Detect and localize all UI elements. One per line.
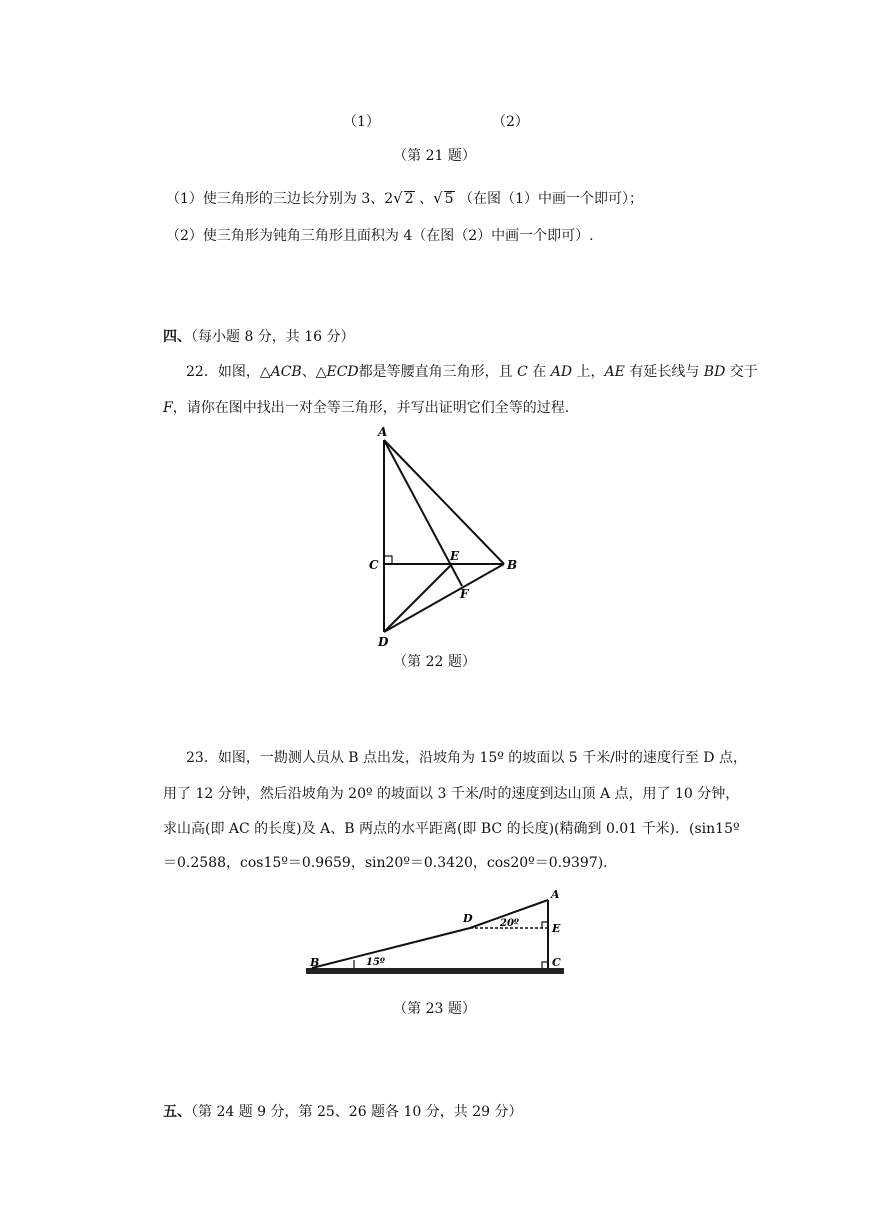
q22-line-1	[186, 362, 758, 382]
q21-radicand-a: 2	[404, 191, 414, 207]
q22-text: ，请你在图中找出一对全等三角形，并写出证明它们全等的过程.	[172, 400, 570, 416]
label-a: A	[551, 888, 560, 901]
q23-line-2: 用了 12 分钟，然后沿坡角为 20º 的坡面以 3 千米/时的速度到达山顶 A 点，用了 10 分钟，	[163, 786, 740, 802]
fig23-caption: （第 23 题）	[393, 1001, 476, 1017]
q22-text: 、△	[301, 364, 327, 380]
q22-text: 上，	[576, 364, 605, 380]
q21-item-2: （2）使三角形为钝角三角形且面积为 4（在图（2）中画一个即可）.	[166, 228, 594, 244]
label-d: D	[378, 635, 389, 649]
section5-title: 五、	[163, 1104, 191, 1120]
q21-item-1	[166, 188, 643, 209]
fig21-label-1: （1）	[343, 114, 380, 130]
q22-var: C	[517, 364, 528, 380]
label-d: D	[463, 912, 473, 925]
q21-item1-suffix: （在图（1）中画一个即可）；	[459, 191, 643, 207]
label-b: B	[507, 558, 518, 572]
q22-var: AD	[550, 364, 573, 380]
q22-text: 交于	[729, 364, 758, 380]
slope-bd	[312, 928, 470, 968]
section5-desc: （第 24 题 9 分，第 25、26 题各 10 分，共 29 分）	[191, 1104, 523, 1120]
section4-heading	[163, 327, 355, 347]
q23-line-4: ＝0.2588，cos15º＝0.9659，sin20º＝0.3420，cos20º＝0.9397)．	[163, 855, 618, 871]
label-angle-15: 15º	[366, 957, 385, 968]
segment-db	[384, 564, 504, 632]
section4-desc: （每小题 8 分，共 16 分）	[191, 329, 355, 345]
fig22-caption: （第 22 题）	[393, 654, 476, 670]
right-angle-mark	[384, 556, 392, 564]
q22-var: ACB	[270, 364, 302, 380]
q23-line-3: 求山高(即 AC 的长度)及 A、B 两点的水平距离(即 BC 的长度)(精确到 0.01 千米)．(sin15º	[163, 821, 740, 837]
q22-var: ECD	[326, 364, 359, 380]
q22-var: BD	[703, 364, 726, 380]
q21-sep: 、	[419, 191, 434, 207]
q22-text: 有延长线与	[629, 364, 700, 380]
q22-text: 都是等腰直角三角形，且	[358, 364, 513, 380]
q22-text: 22．如图，△	[186, 364, 271, 380]
fig22-diagram	[360, 420, 530, 652]
fig23-diagram	[300, 884, 575, 984]
q21-item1-prefix: （1）使三角形的三边长分别为 3、2	[166, 191, 394, 207]
q22-text: 在	[532, 364, 547, 380]
q22-var: AE	[604, 364, 625, 380]
segment-de	[384, 564, 452, 632]
label-c: C	[552, 956, 561, 969]
sqrt-icon: √	[433, 189, 443, 207]
q22-line-2	[163, 398, 569, 418]
sqrt-icon: √	[393, 189, 403, 207]
segment-ab	[384, 440, 504, 564]
fig21-caption: （第 21 题）	[393, 148, 476, 164]
label-c: C	[369, 558, 379, 572]
label-e: E	[552, 922, 561, 935]
label-e: E	[450, 549, 460, 563]
q23-line-1: 23．如图，一勘测人员从 B 点出发，沿坡角为 15º 的坡面以 5 千米/时的速度行至 D 点，	[186, 750, 747, 766]
label-a: A	[378, 425, 388, 439]
label-f: F	[460, 587, 469, 601]
label-b: B	[310, 956, 320, 969]
section4-title: 四、	[163, 329, 191, 345]
q21-radicand-b: 5	[444, 191, 454, 207]
ground-bar	[306, 968, 564, 974]
section5-heading	[163, 1102, 522, 1122]
label-angle-20: 20º	[500, 918, 519, 929]
fig21-label-2: （2）	[492, 114, 529, 130]
q22-var: F	[163, 400, 173, 416]
